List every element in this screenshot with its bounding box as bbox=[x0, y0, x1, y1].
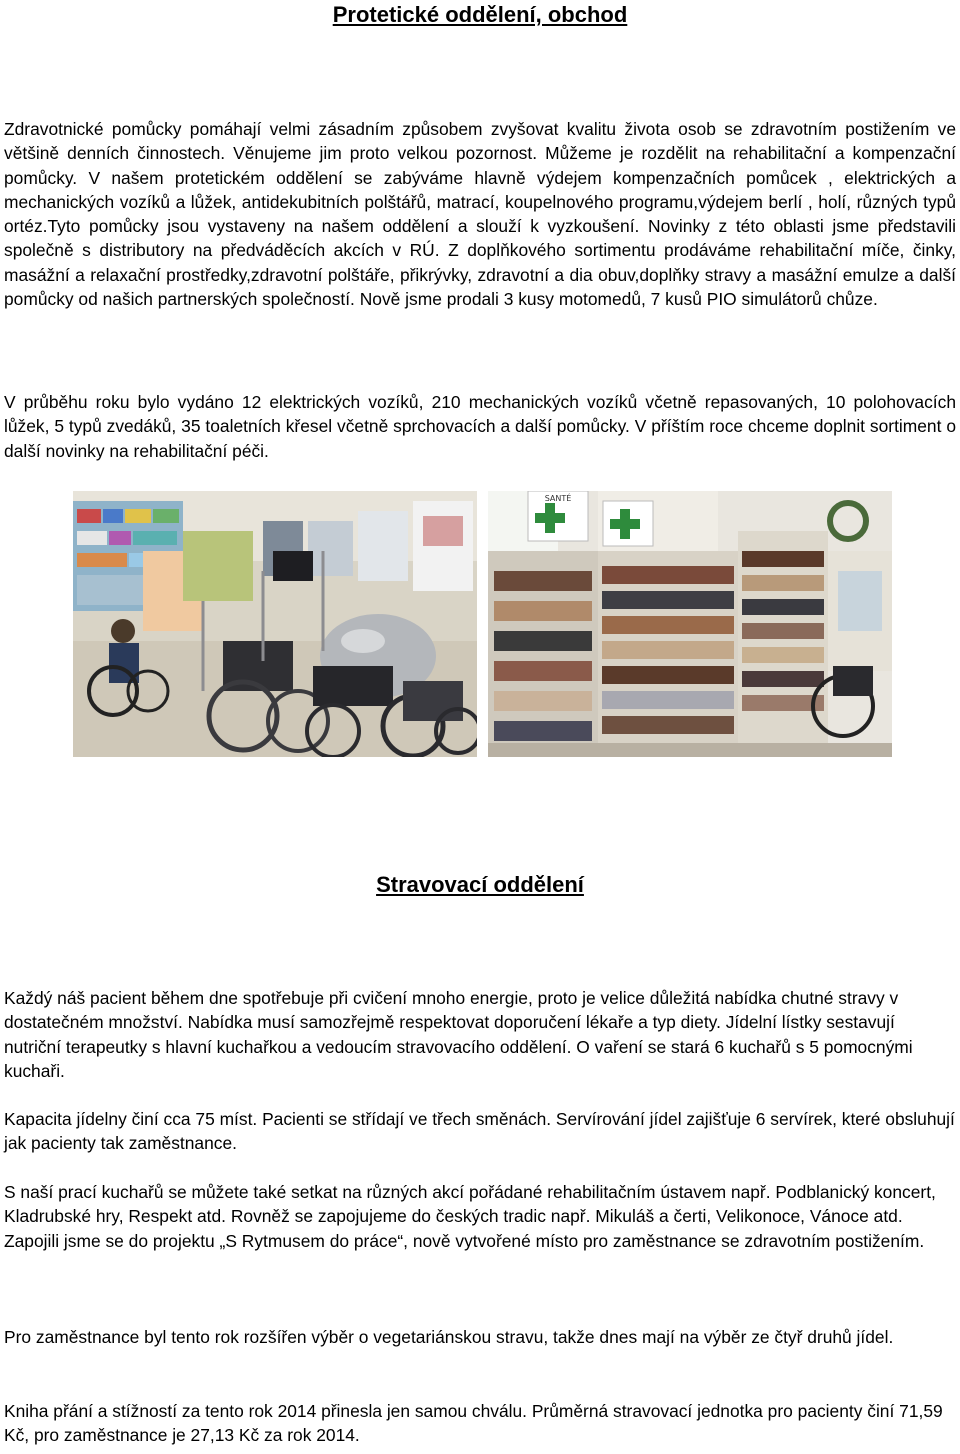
shoe-shop-photo bbox=[488, 491, 892, 757]
prosthetics-paragraph-2: V průběhu roku bylo vydáno 12 elektrických vozíků, 210 mechanických vozíků včetně repasovaných, 10 polohovacích lůžek, 5 typů zvedáků, 35 toaletních křesel včetně sprchovacích a další pomůcky. V příštím roce chceme doplnit sortiment o další novinky na rehabilitační péči. bbox=[4, 392, 956, 461]
catering-paragraph-4: Pro zaměstnance byl tento rok rozšířen výběr o vegetariánskou stravu, takže dnes mají na výběr ze čtyř druhů jídel. bbox=[4, 1327, 894, 1347]
catering-heading: Stravovací oddělení bbox=[376, 872, 584, 897]
prosthetics-paragraph-1: Zdravotnické pomůcky pomáhají velmi zásadním způsobem zvyšovat kvalitu života osob se zdravotním postižením ve většině denních činnostech. Věnujeme jim proto velkou pozornost. Můžeme je rozdělit na rehabilitační a kompenzační pomůcky. V našem protetickém oddělení se zabýváme hlavně výdejem kompenzačních pomůcek , elektrických a mechanických vozíků a lůžek, antidekubitních polštářů, matrací, koupelnového programu,výdejem berlí , holí, různých typů ortéz.Tyto pomůcky jsou vystaveny na našem oddělení a slouží k vyzkoušení. Novinky z této oblasti jsme představili společně s distributory na předváděcích akcích v RÚ. Z doplňkového sortimentu prodáváme rehabilitační míče, činky, masážní a relaxační prostředky,zdravotní polštáře, přikrývky, zdravotní a dia obuv,doplňky stravy a masážní emulze a další pomůcky od našich partnerských společností. Nově jsme prodali 3 kusy motomedů, 7 kusů PIO simulátorů chůze. bbox=[4, 119, 956, 310]
prosthetics-heading: Protetické oddělení, obchod bbox=[332, 2, 628, 27]
wheelchair-shop-photo bbox=[73, 491, 477, 757]
catering-paragraph-1: Každý náš pacient během dne spotřebuje při cvičení mnoho energie, proto je velice důležitá nabídka chutné stravy v dostatečném množství. Nabídka musí samozřejmě respektovat doporučení lékaře a typ diety. Jídelní lístky sestavují nutriční terapeutky s hlavní kuchařkou a vedoucím stravovacího oddělení. O vaření se stará 6 kuchařů s 5 pomocnými kuchaři. bbox=[4, 988, 913, 1081]
sante-sign-text: SANTÉ bbox=[544, 494, 572, 503]
catering-paragraph-3: S naší prací kuchařů se můžete také setkat na různých akcí pořádané rehabilitačním ústavem např. Podblanický koncert, Kladrubské hry, Respekt atd. Rovněž se zapojujeme do českých tradic např. Mikuláš a čerti, Velikonoce, Vánoce atd. Zapojili jsme se do projektu „S Rytmusem do práce“, nově vytvořené místo pro zaměstnance se zdravotním postižením. bbox=[4, 1182, 936, 1251]
catering-paragraph-5: Kniha přání a stížností za tento rok 2014 přinesla jen samou chválu. Průměrná stravovací jednotka pro pacienty činí 71,59 Kč, pro zaměstnance je 27,13 Kč za rok 2014. bbox=[4, 1401, 943, 1446]
catering-paragraph-2: Kapacita jídelny činí cca 75 míst. Pacienti se střídají ve třech směnách. Servírování jídel zajišťuje 6 servírek, které obsluhují jak pacienty tak zaměstnance. bbox=[4, 1109, 955, 1154]
